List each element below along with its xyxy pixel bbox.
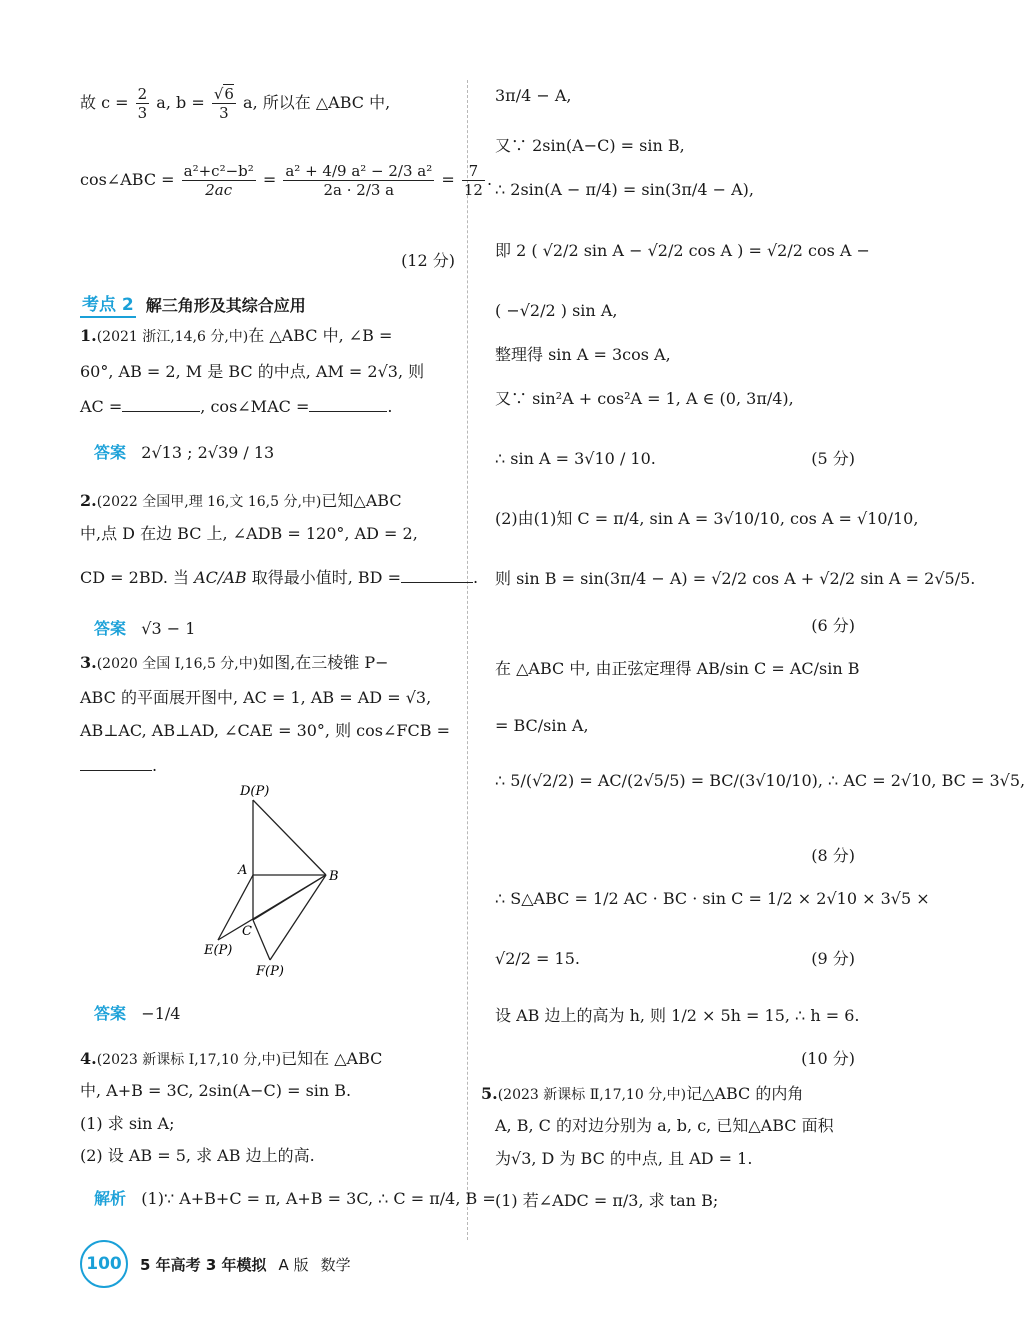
text: 在 △ABC 中, ∠B = (248, 326, 393, 345)
q5-line2: A, B, C 的对边分别为 a, b, c, 已知△ABC 面积 (495, 1116, 834, 1135)
section-header (80, 290, 306, 318)
q5-line1 (481, 1083, 803, 1106)
text: a, 所以在 △ABC 中, (243, 93, 391, 112)
question-source: (2020 全国 Ⅰ,16,5 分,中) (96, 656, 259, 672)
question-number: 5. (481, 1084, 498, 1103)
answer-label: 答案 (94, 443, 127, 462)
q5-line3: 为√3, D 为 BC 的中点, 且 AD = 1. (495, 1149, 753, 1168)
q2-line3: CD = 2BD. 当 AC/AB 取得最小值时, BD = . (80, 568, 479, 587)
sol-line: 在 △ABC 中, 由正弦定理得 AB/sin C = AC/sin B (495, 659, 860, 678)
text: 已知在 △ABC (281, 1049, 383, 1068)
book-subject: 数学 (320, 1255, 351, 1274)
sol-line: √2/2 = 15. (495, 949, 580, 968)
text: CD = 2BD. 当 (80, 568, 190, 587)
label-f: F(P) (256, 964, 284, 979)
q4-line2: 中, A+B = 3C, 2sin(A−C) = sin B. (80, 1081, 352, 1100)
q4-solution-start (94, 1188, 496, 1210)
answer-label: 答案 (94, 619, 127, 638)
sol-line: = BC/sin A, (495, 716, 589, 735)
q4-part2: (2) 设 AB = 5, 求 AB 边上的高. (80, 1146, 315, 1165)
text: 已知△ABC (321, 491, 402, 510)
q1-line2: 60°, AB = 2, M 是 BC 的中点, AM = 2√3, 则 (80, 362, 425, 381)
question-source: (2021 浙江,14,6 分,中) (96, 329, 249, 345)
sol-line: (2)由(1)知 C = π/4, sin A = 3√10/10, cos A = √10/10, (495, 509, 919, 528)
q2-line1 (80, 490, 402, 513)
cos-abc-line: cos∠ABC = $\frac{\text{a²+c²−b²}}{2ac}$ = $\frac{\text{a² + 4/9 a² − 2/3 a²}}{2a \cdot 2/3 a}$ = $\frac{7}{12}$ . (80, 162, 493, 199)
text: cos∠ABC = (80, 170, 175, 189)
line-c-b (80, 85, 390, 122)
page-footer (80, 1240, 351, 1288)
sol-line: 整理得 sin A = 3cos A, (495, 345, 671, 364)
sol-line: 则 sin B = sin(3π/4 − A) = √2/2 cos A + √2/2 sin A = 2√5/5. (495, 569, 976, 588)
answer-blank (122, 397, 200, 412)
answer-value: 2√13 ; 2√39 / 13 (141, 443, 275, 462)
sol-line: ( −√2/2 ) sin A, (495, 301, 618, 320)
score: (8 分) (811, 846, 855, 865)
section-title: 解三角形及其综合应用 (145, 295, 306, 315)
frac-substituted: $\frac{\text{a² + 4/9 a² − 2/3 a²}}{2a \cdot 2/3 a}$ (285, 162, 433, 199)
answer-value: √3 − 1 (141, 619, 196, 638)
question-number: 3. (80, 653, 97, 672)
sol-line: 设 AB 边上的高为 h, 则 1/2 × 5h = 15, ∴ h = 6. (495, 1006, 860, 1025)
question-source: (2023 新课标 Ⅰ,17,10 分,中) (96, 1052, 282, 1068)
q1-answer (94, 442, 274, 464)
answer-value: −1/4 (141, 1004, 181, 1023)
text: 故 c = (80, 93, 129, 112)
q3-answer (94, 1003, 180, 1025)
sol-line: 即 2 ( √2/2 sin A − √2/2 cos A ) = √2/2 cos A − (495, 241, 870, 260)
label-d: D(P) (240, 784, 270, 799)
question-number: 4. (80, 1049, 97, 1068)
q4-part1: (1) 求 sin A; (80, 1114, 175, 1133)
q3-line2: ABC 的平面展开图中, AC = 1, AB = AD = √3, (80, 688, 432, 707)
text: AC/AB (194, 568, 247, 587)
label-b: B (329, 869, 339, 884)
sol-line: ∴ 5/(√2/2) = AC/(2√5/5) = BC/(3√10/10), ∴ AC = 2√10, BC = 3√5, (495, 771, 1025, 790)
score-12: (12 分) (401, 251, 455, 270)
text: , cos∠MAC = (200, 397, 310, 416)
score: (9 分) (811, 949, 855, 968)
frac-law-cos: $\frac{\text{a²+c²−b²}}{2ac}$ (183, 162, 254, 199)
score: (10 分) (801, 1049, 855, 1068)
text: . (152, 756, 158, 775)
sol-line: ∴ sin A = 3√10 / 10. (495, 449, 656, 468)
book-edition: A 版 (278, 1255, 309, 1274)
frac-result: $\frac{7}{12}$ (463, 162, 483, 199)
sol-line: 3π/4 − A, (495, 86, 572, 105)
solution-label: 解析 (94, 1189, 127, 1208)
label-a: A (238, 863, 248, 878)
text: 取得最小值时, BD = (251, 568, 401, 587)
q3-line3: AB⊥AC, AB⊥AD, ∠CAE = 30°, 则 cos∠FCB = (80, 721, 450, 740)
answer-label: 答案 (94, 1004, 127, 1023)
q2-answer (94, 618, 195, 640)
sol-line: 又∵ sin²A + cos²A = 1, A ∈ (0, 3π/4), (495, 389, 794, 408)
sol-line: ∴ S△ABC = 1/2 AC · BC · sin C = 1/2 × 2√10 × 3√5 × (495, 889, 930, 908)
answer-blank (80, 756, 152, 771)
question-number: 2. (80, 491, 97, 510)
text: 如图,在三棱锥 P− (258, 653, 389, 672)
text: AC = (80, 397, 123, 416)
column-divider (467, 80, 468, 1240)
frac-2-3: $\frac{2}{3}$ (137, 85, 148, 122)
q5-part1: (1) 若∠ADC = π/3, 求 tan B; (495, 1191, 719, 1210)
label-e: E(P) (204, 943, 233, 958)
q2-line2: 中,点 D 在边 BC 上, ∠ADB = 120°, AD = 2, (80, 524, 418, 543)
score: (6 分) (811, 616, 855, 635)
q3-line4 (80, 755, 157, 777)
question-number: 1. (80, 326, 97, 345)
answer-blank (309, 397, 387, 412)
q3-line1 (80, 652, 389, 675)
text: a, b = (156, 93, 205, 112)
q1-line3 (80, 396, 392, 418)
score: (5 分) (811, 449, 855, 468)
section-tag: 考点 2 (80, 290, 136, 318)
net-figure (198, 780, 338, 980)
q1-line1 (80, 325, 392, 348)
question-source: (2023 新课标 Ⅱ,17,10 分,中) (497, 1087, 687, 1103)
page-number: 100 (80, 1240, 128, 1288)
label-c: C (242, 924, 252, 939)
text: . (387, 397, 393, 416)
frac-sqrt6-3: $\frac{√6}{3}$ (213, 85, 234, 122)
answer-blank (401, 568, 473, 583)
sol-line: 又∵ 2sin(A−C) = sin B, (495, 136, 685, 155)
question-source: (2022 全国甲,理 16,文 16,5 分,中) (96, 494, 322, 510)
sol-line: ∴ 2sin(A − π/4) = sin(3π/4 − A), (495, 180, 754, 199)
book-title: 5 年高考 3 年模拟 (140, 1255, 267, 1274)
text: 记△ABC 的内角 (686, 1084, 804, 1103)
q4-line1 (80, 1048, 382, 1071)
text: (1)∵ A+B+C = π, A+B = 3C, ∴ C = π/4, B = (141, 1189, 496, 1208)
